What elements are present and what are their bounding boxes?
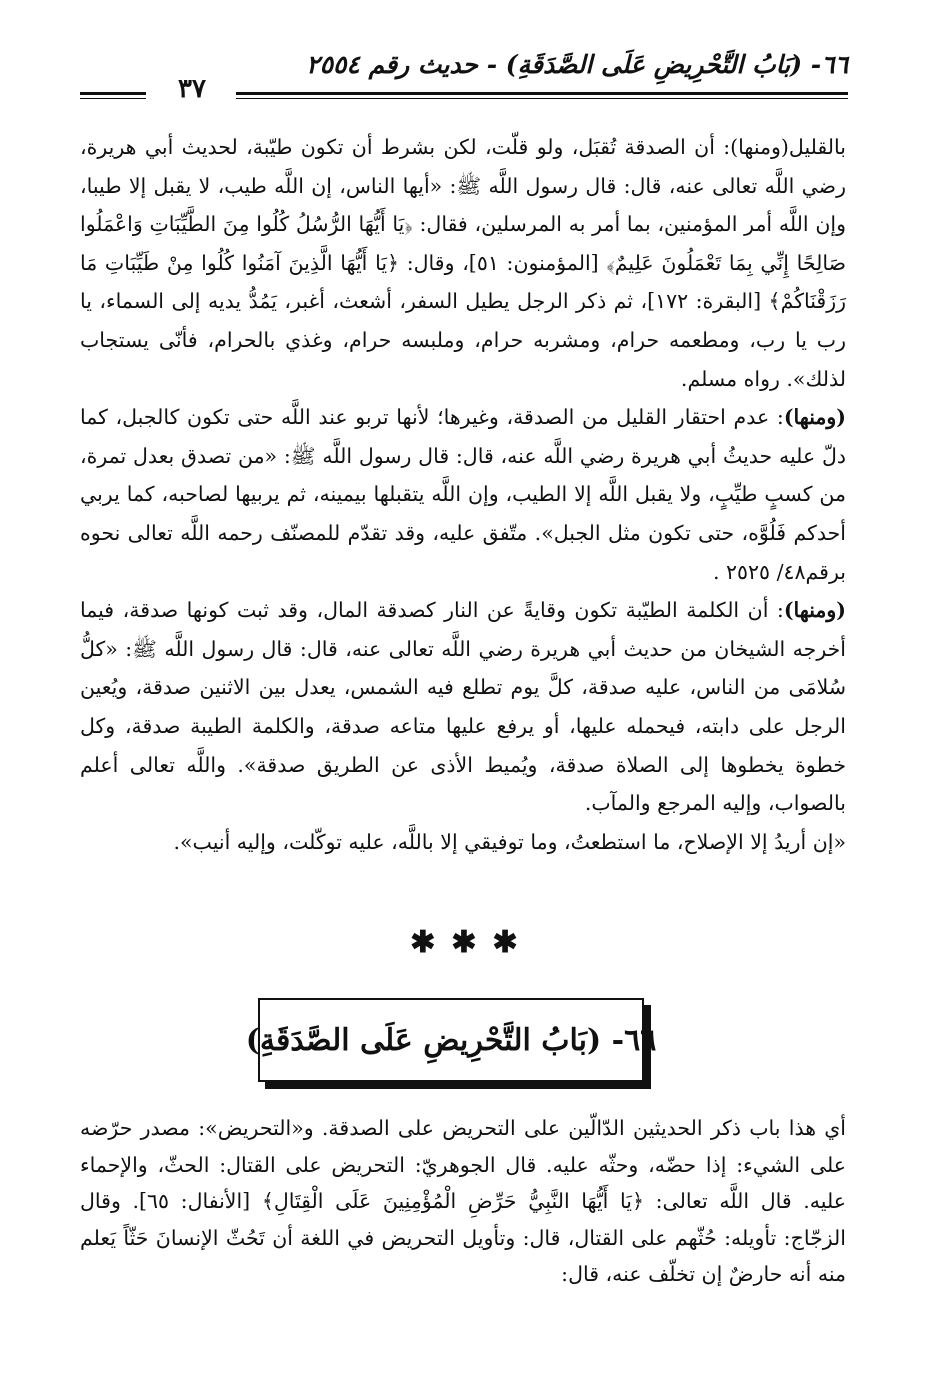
paragraph-text: : عدم احتقار القليل من الصدقة، وغيرها؛ لأنها تربو عند اللَّه حتى تكون كالجبل، كما دلّ عليه حديثُ أبي هريرة رضي اللَّه عنه، قال: قال رسول اللَّه ﷺ: «من تصدق بعدل تمرة، من كسبٍ طيِّبٍ، ولا يقبل اللَّه إلا الطيب، وإن اللَّه يتقبلها بيمينه، ثم يربيها لصاحبه، كما يربي أحدكم فَلُوَّه، حتى تكون مثل الجبل». متّفق عليه، وقد تقدّم للمصنّف رحمه اللَّه تعالى نحوه برقم٤٨/ ٢٥٢٥ .: [80, 405, 846, 584]
page-number: ٣٧: [178, 74, 206, 104]
chapter-intro: أي هذا باب ذكر الحديثين الدّالّين على التحريض على الصدقة. و«التحريض»: مصدر حرّضه على الشيء: إذا حضّه، وحثّه عليه. قال الجوهريّ: التحريض على القتال: الحثّ، والإحماء عليه. قال اللَّه تعالى: ﴿يَا أَيُّهَا النَّبِيُّ حَرِّضِ الْمُؤْمِنِينَ عَلَى الْقِتَالِ﴾ [الأنفال: ٦٥]. وقال الزجّاج: تأويله: حُثّهم على القتال، قال: وتأويل التحريض في اللغة أن تَحُثّ الإنسانَ حَثّاً يَعلم منه أنه حارضٌ إن تخلّف عنه، قال:: [80, 1116, 846, 1286]
section-separator: ✱✱✱: [410, 925, 534, 960]
header-rule: [236, 92, 848, 95]
paragraph-text: بالقليل(ومنها): أن الصدقة تُقبَل، ولو قلّت، لكن بشرط أن تكون طيّبة، لحديث أبي هريرة، رضي اللَّه تعالى عنه، قال: قال رسول اللَّه ﷺ: «أيها الناس، إن اللَّه طيب، لا يقبل إلا طيبا، وإن اللَّه أمر المؤمنين، بما أمر به المرسلين، فقال: ﴿يَا أَيُّهَا الرُّسُلُ كُلُوا مِنَ الطَّيِّبَاتِ وَاعْمَلُوا صَالِحًا إِنِّي بِمَا تَعْمَلُونَ عَلِيمٌ﴾ [المؤمنون: ٥١]، وقال: ﴿يَا أَيُّهَا الَّذِينَ آمَنُوا كُلُوا مِنْ طَيِّبَاتِ مَا رَزَقْنَاكُمْ﴾ [البقرة: ١٧٢]، ثم ذكر الرجل يطيل السفر، أشعث، أغبر، يَمُدُّ يديه إلى السماء، يا رب يا رب، ومطعمه حرام، ومشربه حرام، وملبسه حرام، وغذي بالحرام، فأنّى يستجاب لذلك». رواه مسلم.: [80, 135, 846, 391]
paragraph-label: (ومنها): [783, 598, 846, 623]
chapter-heading: ٦٦- (بَابُ التَّحْرِيضِ عَلَى الصَّدَقَةِ): [245, 1022, 657, 1058]
header-rule-thin: [236, 98, 848, 99]
page-number-rule: [80, 92, 146, 95]
paragraph: [80, 128, 846, 398]
paragraph-text: : أن الكلمة الطيّبة تكون وقايةً عن النار كصدقة المال، وقد ثبت كونها صدقة، فيما أخرجه الشيخان من حديث أبي هريرة رضي اللَّه تعالى عنه، قال: قال رسول اللَّه ﷺ: «كلُّ سُلامَى من الناس، عليه صدقة، كلَّ يوم تطلع فيه الشمس، يعدل بين الاثنين صدقة، ويُعين الرجل على دابته، فيحمله عليها، أو يرفع عليها متاعه صدقة، والكلمة الطيبة صدقة، وكل خطوة يخطوها إلى الصلاة صدقة، ويُميط الأذى عن الطريق صدقة». واللَّه تعالى أعلم بالصواب، وإليه المرجع والمآب.: [80, 598, 846, 816]
paragraph-label: (ومنها): [783, 405, 846, 430]
paragraph-text: «إن أريدُ إلا الإصلاح، ما استطعتُ، وما توفيقي إلا باللَّه، عليه توكّلت، وإليه أنيب».: [173, 829, 846, 854]
main-text: [80, 128, 846, 861]
paragraph: [80, 591, 846, 823]
chapter-heading-box: [245, 998, 657, 1082]
page-number-rule-thin: [80, 98, 146, 99]
paragraph: [80, 398, 846, 591]
paragraph: [80, 823, 846, 862]
running-header-title: ٦٦- (بَابُ التَّحْرِيضِ عَلَى الصَّدَقَةِ) - حديث رقم ٢٥٥٤: [306, 50, 848, 79]
